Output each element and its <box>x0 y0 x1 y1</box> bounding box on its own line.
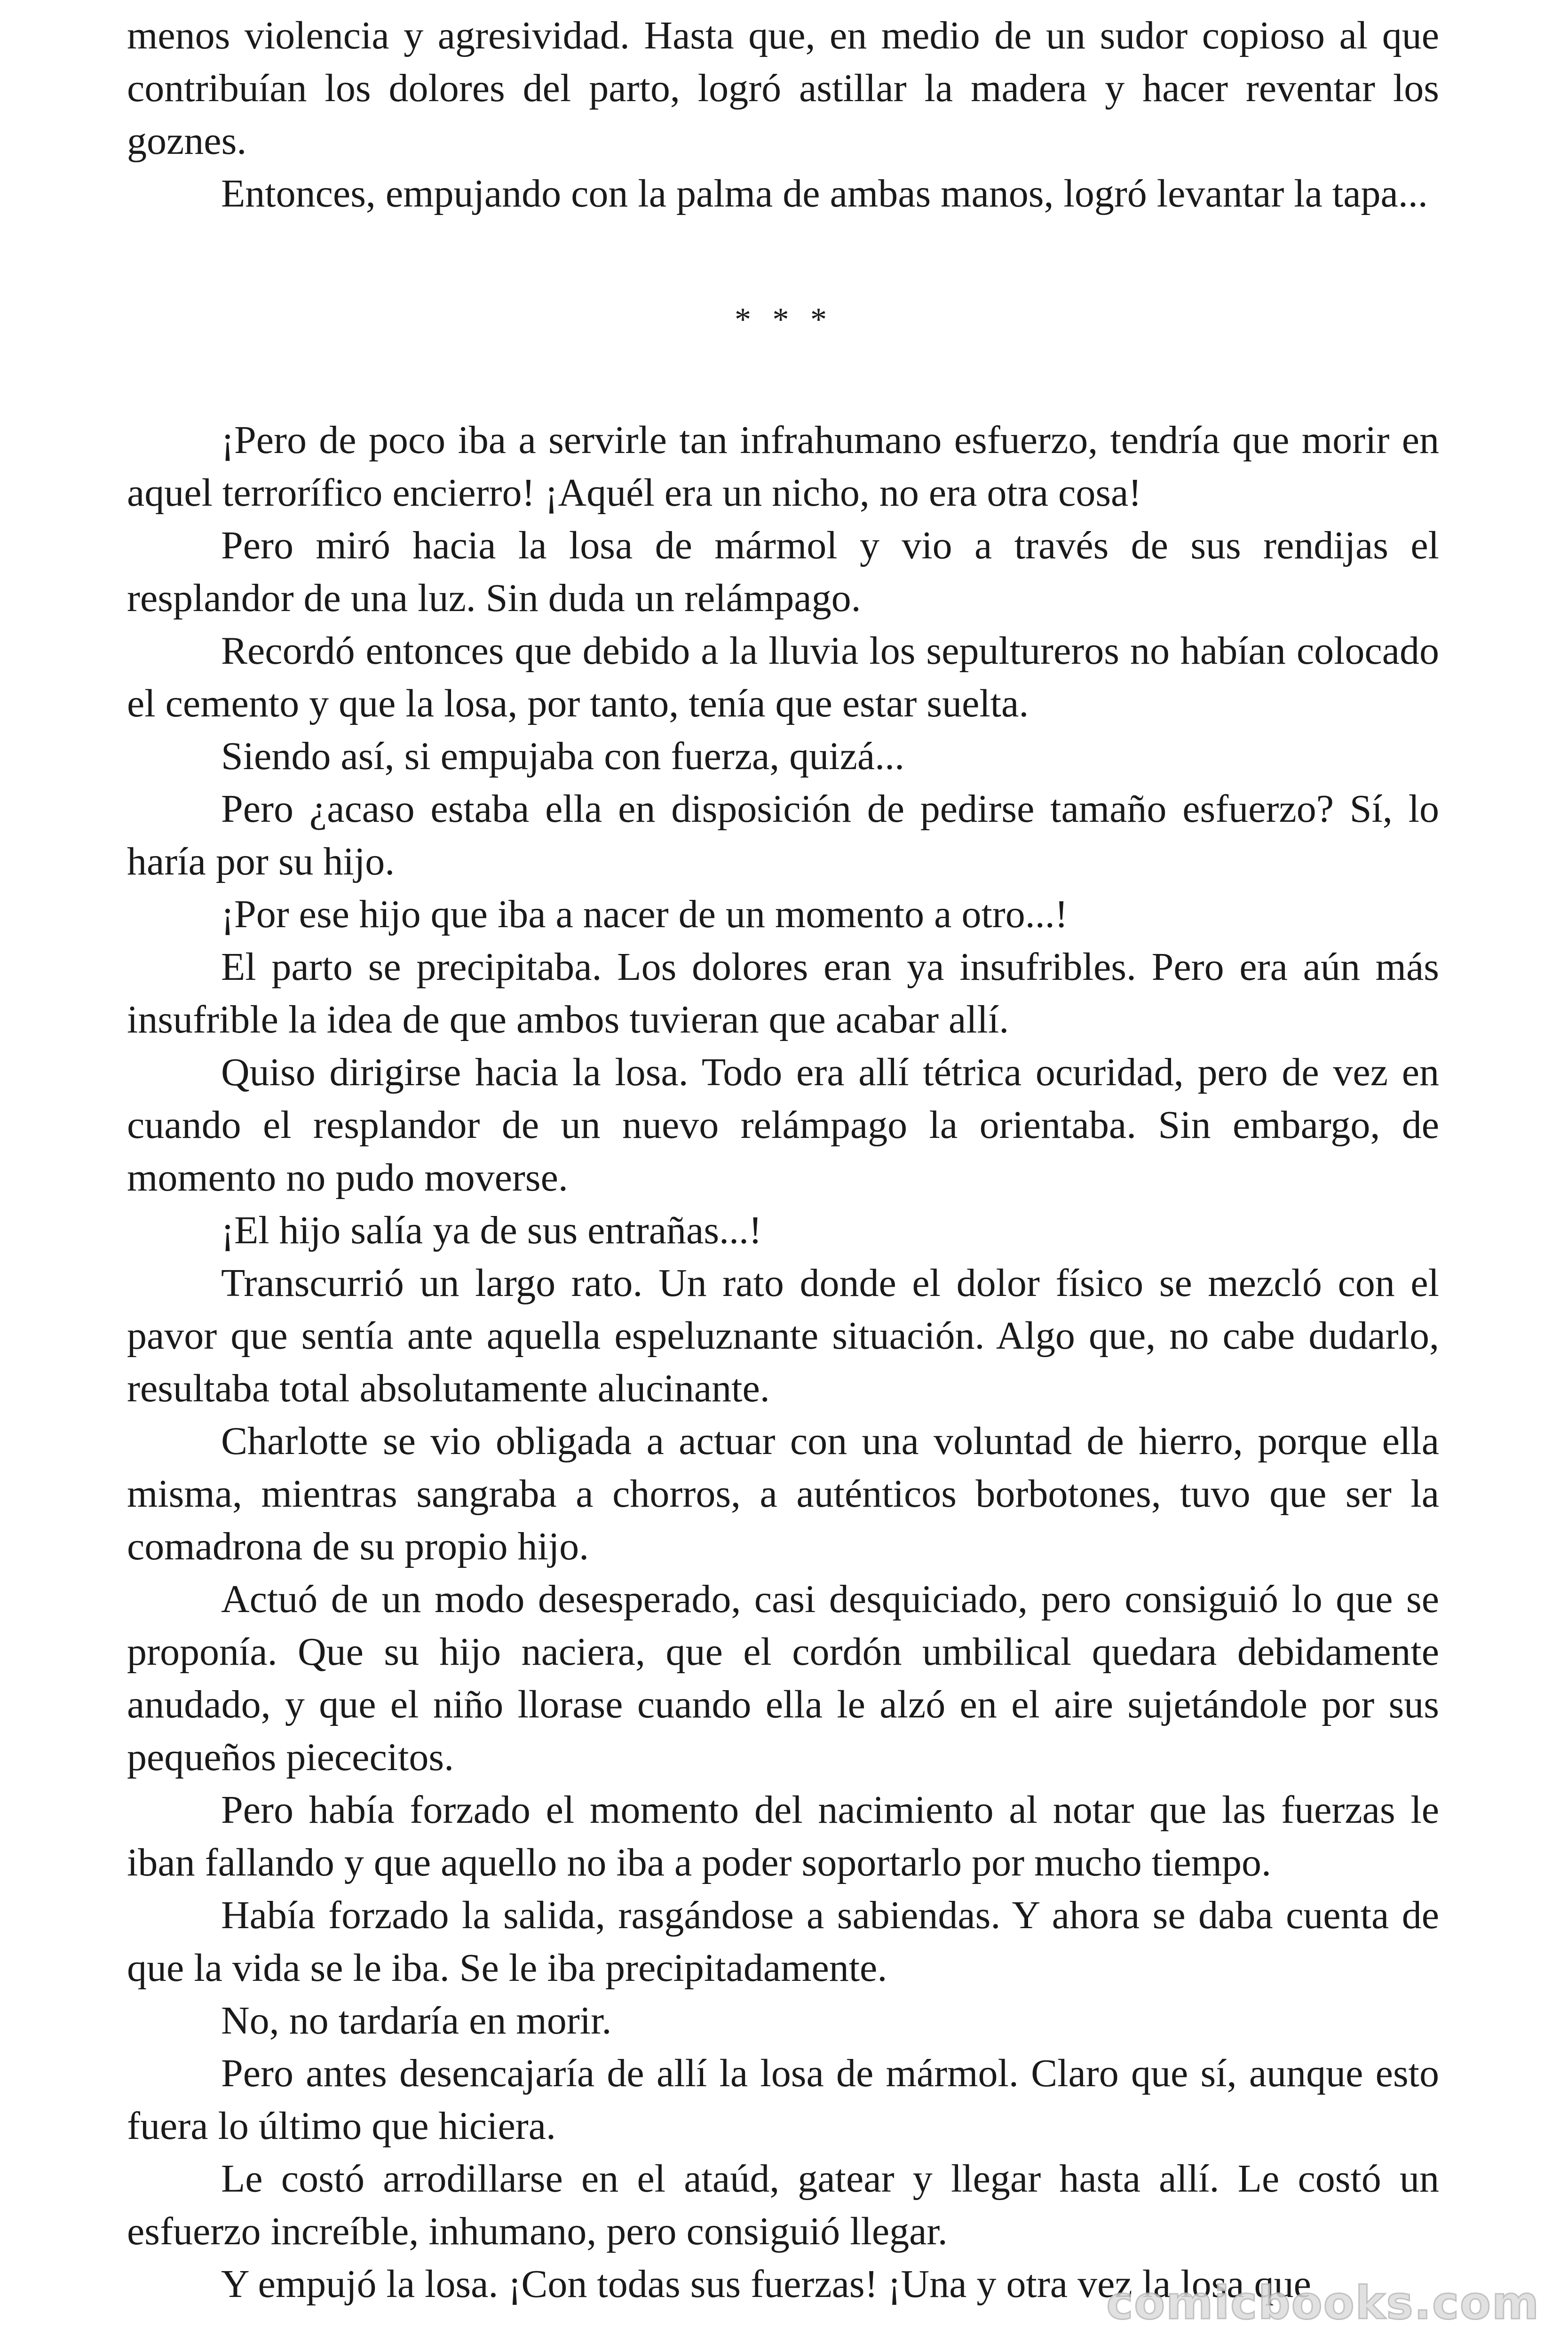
paragraph: Transcurrió un largo rato. Un rato donde el dolor físico se mezcló con el pavor que sentía ante aquella espeluznante situación. Algo que, no cabe dudarlo, resultaba total absolutamente alucinante. <box>127 1261 1439 1410</box>
paragraph: Entonces, empujando con la palma de ambas manos, logró levantar la tapa... <box>221 172 1428 215</box>
paragraph: Quiso dirigirse hacia la losa. Todo era allí tétrica ocuridad, pero de vez en cuando el resplandor de un nuevo relámpago la orientaba. Sin embargo, de momento no pudo moverse. <box>127 1050 1439 1200</box>
paragraph: Pero miró hacia la losa de mármol y vio a través de sus rendijas el resplandor de una luz. Sin duda un relámpago. <box>127 524 1439 620</box>
paragraph: El parto se precipitaba. Los dolores eran ya insufribles. Pero era aún más insufrible la idea de que ambos tuvieran que acabar allí. <box>127 945 1439 1041</box>
section-separator: * * * <box>735 302 833 338</box>
paragraph: No, no tardaría en morir. <box>221 1999 612 2042</box>
main-text-block <box>127 414 1439 2311</box>
paragraph: Y empujó la losa. ¡Con todas sus fuerzas! ¡Una y otra vez la losa que <box>221 2262 1311 2306</box>
paragraph: Recordó entonces que debido a la lluvia los sepultureros no habían colocado el cemento y que la losa, por tanto, tenía que estar suelta. <box>127 629 1439 725</box>
watermark-logo: comicbooks.com <box>1106 2277 1540 2329</box>
paragraph: Actuó de un modo desesperado, casi desquiciado, pero consiguió lo que se proponía. Que su hijo naciera, que el cordón umbilical quedara debidamente anudado, y que el niño llorase cuando ella le alzó en el aire sujetándole por sus pequeños piececitos. <box>127 1577 1439 1779</box>
paragraph: Pero ¿acaso estaba ella en disposición de pedirse tamaño esfuerzo? Sí, lo haría por su hijo. <box>127 787 1439 883</box>
paragraph: Pero antes desencajaría de allí la losa de mármol. Claro que sí, aunque esto fuera lo último que hiciera. <box>127 2051 1439 2148</box>
paragraph: Pero había forzado el momento del nacimiento al notar que las fuerzas le iban fallando y que aquello no iba a poder soportarlo por mucho tiempo. <box>127 1788 1439 1884</box>
paragraph: Siendo así, si empujaba con fuerza, quizá... <box>221 734 905 778</box>
paragraph: Le costó arrodillarse en el ataúd, gatear y llegar hasta allí. Le costó un esfuerzo increíble, inhumano, pero consiguió llegar. <box>127 2157 1439 2253</box>
top-text-block <box>127 9 1439 220</box>
paragraph: ¡Por ese hijo que iba a nacer de un momento a otro...! <box>221 892 1068 936</box>
paragraph: ¡Pero de poco iba a servirle tan infrahumano esfuerzo, tendría que morir en aquel terrorífico encierro! ¡Aquél era un nicho, no era otra cosa! <box>127 418 1439 515</box>
paragraph: menos violencia y agresividad. Hasta que, en medio de un sudor copioso al que contribuían los dolores del parto, logró astillar la madera y hacer reventar los goznes. <box>127 14 1439 163</box>
paragraph: Había forzado la salida, rasgándose a sabiendas. Y ahora se daba cuenta de que la vida se le iba. Se le iba precipitadamente. <box>127 1893 1439 1990</box>
paragraph: ¡El hijo salía ya de sus entrañas...! <box>221 1208 762 1252</box>
paragraph: Charlotte se vio obligada a actuar con una voluntad de hierro, porque ella misma, mientras sangraba a chorros, a auténticos borbotones, tuvo que ser la comadrona de su propio hijo. <box>127 1419 1439 1568</box>
